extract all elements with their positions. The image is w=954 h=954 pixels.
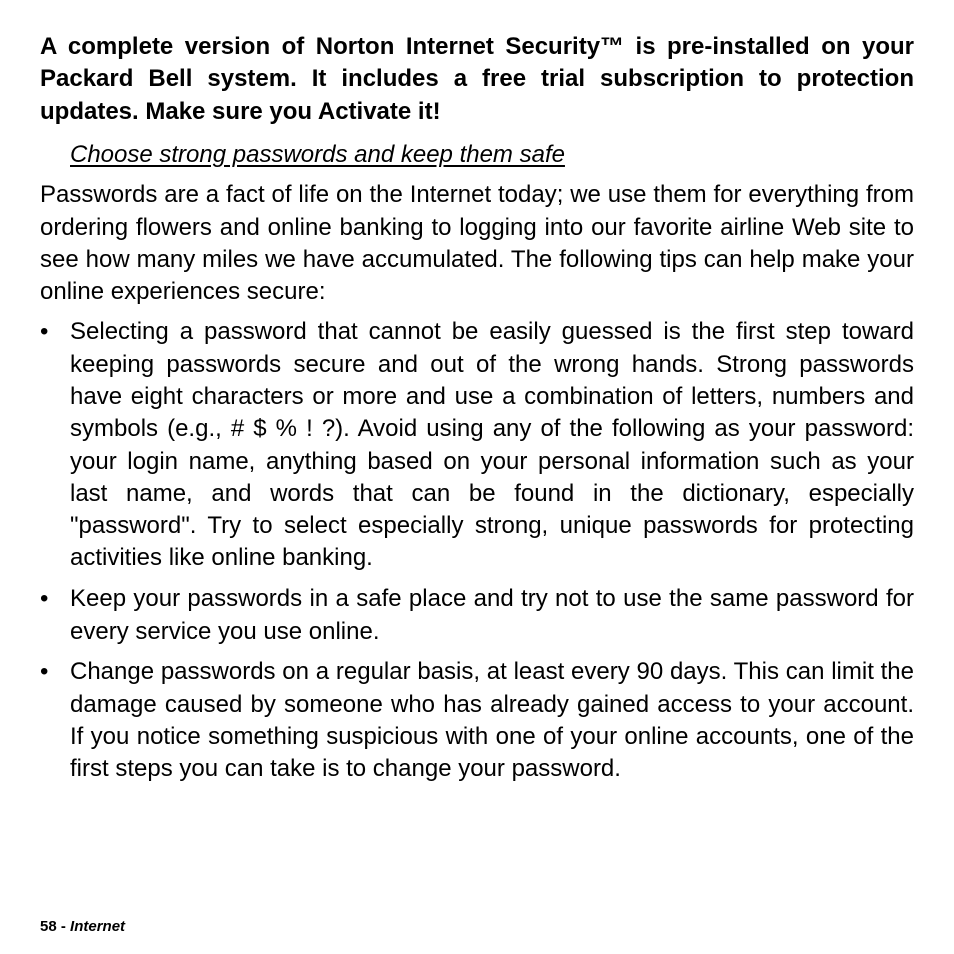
- bullet-text: Change passwords on a regular basis, at least every 90 days. This can limit the damage caused by someone who has already gained access to your account. If you notice something suspicious with one of your online accounts, one of the first steps you can take is to change your password.: [70, 658, 914, 783]
- bullet-text: Keep your passwords in a safe place and try not to use the same password for every service you use online.: [70, 585, 914, 645]
- bullet-marker: •: [40, 658, 49, 686]
- page-footer: [40, 918, 125, 936]
- footer-separator: -: [56, 918, 71, 935]
- bullet-item-password-selection: [40, 316, 914, 574]
- footer-section-name: Internet: [70, 918, 126, 935]
- bullet-text: Selecting a password that cannot be easily guessed is the first step toward keeping passwords secure and out of the wrong hands. Strong passwords have eight characters or more and use a combination of letters, numbers and symbols (e.g., # $ % ! ?). Avoid using any of the following as your password: your login name, anything based on your personal information such as your last name, and words that can be found in the dictionary, especially "password". Try to select especially strong, unique passwords for protecting activities like online banking.: [70, 318, 914, 572]
- bullet-list: [40, 316, 914, 785]
- bullet-item-change-passwords: [40, 656, 914, 785]
- bullet-marker: •: [40, 318, 49, 346]
- page-content: [40, 31, 914, 794]
- bullet-marker: •: [40, 585, 49, 613]
- body-paragraph: Passwords are a fact of life on the Internet today; we use them for everything from ordering flowers and online banking to logging into our favorite airline Web site to see how many miles we have accumulated. The following tips can help make your online experiences secure:: [40, 181, 914, 306]
- bullet-item-safe-place: [40, 583, 914, 648]
- page-number: 58: [40, 918, 57, 935]
- section-heading: Choose strong passwords and keep them safe: [70, 141, 565, 169]
- intro-paragraph: A complete version of Norton Internet Security™ is pre-installed on your Packard Bell system. It includes a free trial subscription to protection updates. Make sure you Activate it!: [40, 33, 914, 125]
